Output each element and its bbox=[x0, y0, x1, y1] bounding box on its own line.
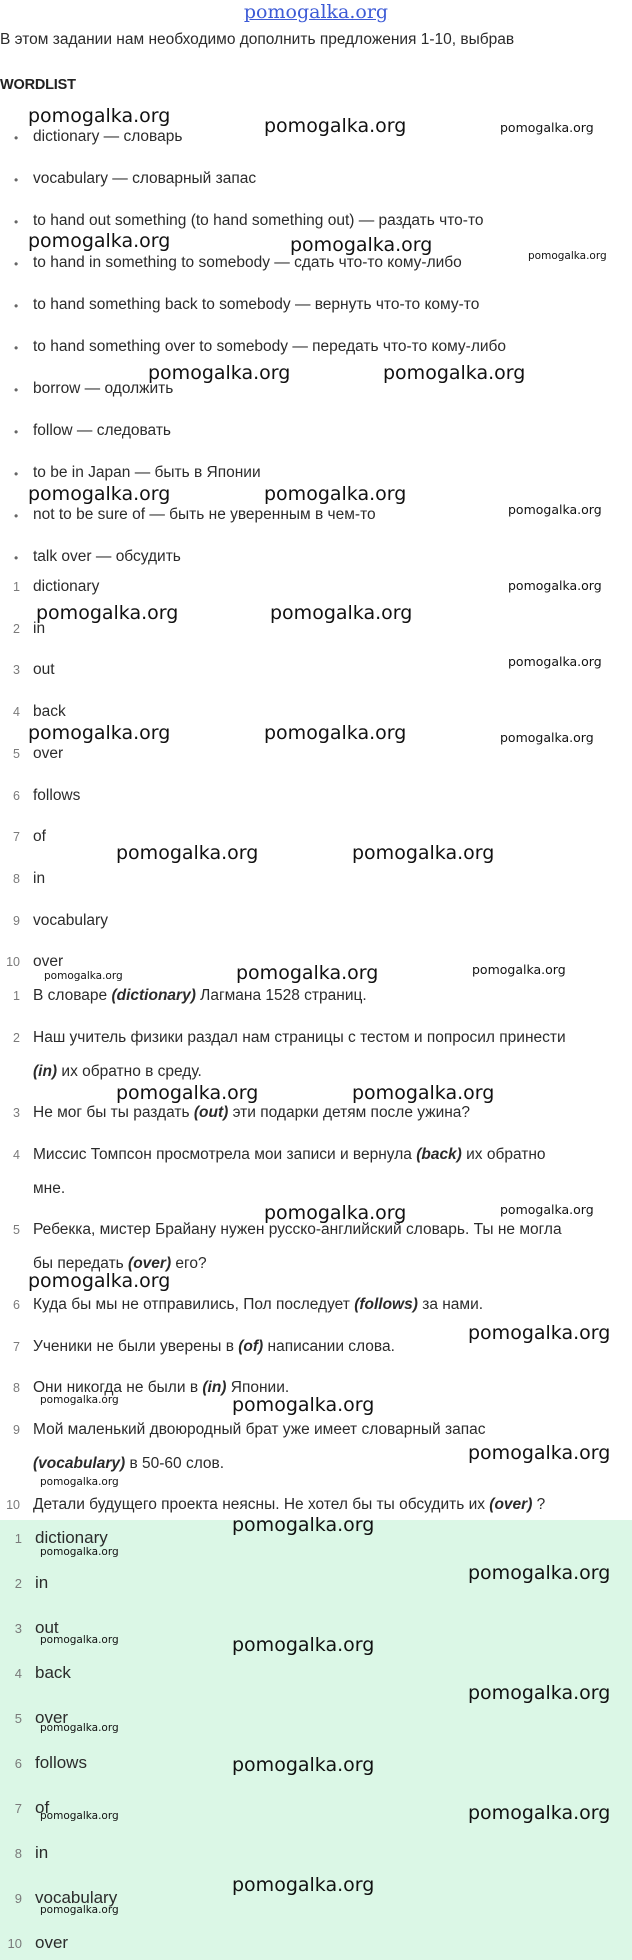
watermark-text: pomogalka.org bbox=[36, 602, 179, 624]
watermark-text: pomogalka.org bbox=[468, 1562, 611, 1584]
answer-highlight: (vocabulary) bbox=[33, 1455, 126, 1472]
site-logo[interactable]: pomogalka.org bbox=[243, 1, 389, 23]
wordlist-item: to hand something back to somebody — вернуть что-то кому-то bbox=[33, 296, 480, 313]
bullet-icon: • bbox=[14, 215, 19, 229]
answer-number: 3 bbox=[13, 663, 20, 678]
sentence-line: Ребекка, мистер Брайану нужен русско-английский словарь. Ты не могла bbox=[33, 1221, 562, 1238]
watermark-text: pomogalka.org bbox=[44, 970, 123, 982]
watermark-text: pomogalka.org bbox=[508, 654, 602, 669]
sentence-line: Мой маленький двоюродный брат уже имеет словарный запас bbox=[33, 1421, 486, 1438]
watermark-text: pomogalka.org bbox=[236, 962, 379, 984]
watermark-text: pomogalka.org bbox=[40, 1546, 119, 1558]
answer-highlight: (in) bbox=[202, 1379, 227, 1396]
answer-word: dictionary bbox=[33, 578, 100, 595]
final-answer-number: 8 bbox=[14, 1846, 22, 1861]
wordlist-item: to hand out something (to hand something out) — раздать что-то bbox=[33, 212, 484, 229]
sentence-number: 3 bbox=[13, 1106, 20, 1120]
watermark-text: pomogalka.org bbox=[28, 1270, 171, 1292]
sentence-line: Не мог бы ты раздать (out) эти подарки детям после ужина? bbox=[33, 1104, 471, 1121]
answer-number: 7 bbox=[13, 830, 20, 845]
final-answer-word: vocabulary bbox=[35, 1888, 118, 1907]
watermark-text: pomogalka.org bbox=[264, 115, 407, 137]
bullet-icon: • bbox=[14, 467, 19, 481]
wordlist-item: borrow — одолжить bbox=[33, 380, 174, 397]
watermark-text: pomogalka.org bbox=[232, 1514, 375, 1536]
wordlist-item: to hand something over to somebody — передать что-то кому-либо bbox=[33, 338, 507, 355]
watermark-text: pomogalka.org bbox=[528, 250, 607, 262]
watermark-text: pomogalka.org bbox=[232, 1874, 375, 1896]
final-answer-word: over bbox=[35, 1708, 69, 1727]
answer-number: 8 bbox=[13, 871, 20, 886]
sentence-number: 5 bbox=[13, 1223, 20, 1237]
answer-highlight: (of) bbox=[238, 1338, 264, 1355]
watermark-text: pomogalka.org bbox=[468, 1322, 611, 1344]
bullet-icon: • bbox=[14, 257, 19, 271]
sentence-line: Миссис Томпсон просмотрела мои записи и вернула (back) их обратно bbox=[33, 1146, 546, 1163]
answer-word: back bbox=[33, 703, 66, 721]
watermark-text: pomogalka.org bbox=[472, 962, 566, 977]
sentence-line: Наш учитель физики раздал нам страницы с тестом и попросил принести bbox=[33, 1029, 566, 1046]
final-answer-word: in bbox=[35, 1573, 49, 1592]
wordlist-item: dictionary — словарь bbox=[33, 128, 183, 145]
bullet-icon: • bbox=[14, 509, 19, 523]
final-answer-number: 2 bbox=[14, 1576, 22, 1591]
wordlist-item: talk over — обсудить bbox=[33, 548, 181, 565]
answer-word: follows bbox=[33, 786, 81, 804]
bullet-icon: • bbox=[14, 341, 19, 355]
watermark-text: pomogalka.org bbox=[28, 722, 171, 744]
wordlist-item: to hand in something to somebody — сдать что-то кому-либо bbox=[33, 254, 462, 271]
bullet-icon: • bbox=[14, 299, 19, 313]
watermark-text: pomogalka.org bbox=[264, 1202, 407, 1224]
watermark-text: pomogalka.org bbox=[500, 120, 594, 135]
answer-word: in bbox=[33, 869, 46, 887]
final-answer-word: of bbox=[35, 1798, 50, 1817]
answer-highlight: (over) bbox=[489, 1496, 533, 1513]
wordlist-item: to be in Japan — быть в Японии bbox=[33, 464, 261, 481]
final-answer-number: 5 bbox=[14, 1711, 22, 1726]
watermark-text: pomogalka.org bbox=[116, 1082, 259, 1104]
final-answer-number: 10 bbox=[7, 1936, 22, 1951]
sentence-number: 6 bbox=[13, 1298, 20, 1312]
watermark-text: pomogalka.org bbox=[40, 1394, 119, 1406]
sentence-line: (vocabulary) в 50-60 слов. bbox=[33, 1455, 225, 1472]
final-answer-word: out bbox=[35, 1618, 59, 1637]
watermark-text: pomogalka.org bbox=[468, 1802, 611, 1824]
watermark-text: pomogalka.org bbox=[290, 234, 433, 256]
watermark-text: pomogalka.org bbox=[28, 483, 171, 505]
wordlist-item: not to be sure of — быть не уверенным в чем-то bbox=[33, 506, 376, 523]
bullet-icon: • bbox=[14, 425, 19, 439]
bullet-icon: • bbox=[14, 383, 19, 397]
answer-number: 4 bbox=[13, 705, 20, 720]
answer-word: of bbox=[33, 828, 46, 846]
answer-highlight: (over) bbox=[128, 1255, 172, 1272]
watermark-text: pomogalka.org bbox=[270, 602, 413, 624]
answer-highlight: (dictionary) bbox=[111, 987, 196, 1004]
final-answer-number: 7 bbox=[14, 1801, 22, 1816]
watermark-text: pomogalka.org bbox=[352, 842, 495, 864]
watermark-text: pomogalka.org bbox=[264, 722, 407, 744]
answer-word: in bbox=[33, 619, 46, 637]
final-answer-number: 9 bbox=[14, 1891, 22, 1906]
answer-number: 1 bbox=[13, 580, 20, 594]
intro-text: В этом задании нам необходимо дополнить предложения 1-10, выбрав bbox=[0, 31, 515, 48]
sentence-line: В словаре (dictionary) Лагмана 1528 страниц. bbox=[33, 987, 367, 1004]
watermark-text: pomogalka.org bbox=[116, 842, 259, 864]
watermark-text: pomogalka.org bbox=[40, 1904, 119, 1916]
answer-number: 5 bbox=[13, 746, 20, 761]
sentence-number: 8 bbox=[13, 1381, 20, 1395]
answer-highlight: (back) bbox=[416, 1146, 462, 1163]
answer-word: out bbox=[33, 661, 55, 679]
watermark-text: pomogalka.org bbox=[40, 1634, 119, 1646]
watermark-text: pomogalka.org bbox=[232, 1394, 375, 1416]
answer-number: 6 bbox=[13, 788, 20, 803]
watermark-text: pomogalka.org bbox=[28, 230, 171, 252]
sentence-number: 2 bbox=[13, 1031, 20, 1045]
sentence-line: бы передать (over) его? bbox=[33, 1255, 207, 1272]
final-answer-number: 4 bbox=[14, 1666, 22, 1681]
final-answer-word: back bbox=[35, 1663, 71, 1682]
answer-highlight: (in) bbox=[33, 1063, 58, 1080]
watermark-text: pomogalka.org bbox=[232, 1754, 375, 1776]
sentence-line: (in) их обратно в среду. bbox=[33, 1063, 202, 1080]
sentence-line: Они никогда не были в (in) Японии. bbox=[33, 1379, 290, 1396]
final-answer-number: 6 bbox=[14, 1756, 22, 1771]
answer-word: vocabulary bbox=[33, 911, 108, 929]
answer-highlight: (follows) bbox=[354, 1296, 418, 1313]
watermark-text: pomogalka.org bbox=[383, 362, 526, 384]
watermark-text: pomogalka.org bbox=[40, 1722, 119, 1734]
watermark-text: pomogalka.org bbox=[28, 105, 171, 127]
watermark-text: pomogalka.org bbox=[148, 362, 291, 384]
answer-number: 9 bbox=[13, 913, 20, 928]
watermark-text: pomogalka.org bbox=[468, 1682, 611, 1704]
answer-word: over bbox=[33, 953, 64, 971]
answer-number: 2 bbox=[13, 621, 20, 636]
wordlist-heading: WORDLIST bbox=[0, 77, 76, 93]
sentence-number: 1 bbox=[13, 989, 20, 1003]
final-answer-number: 3 bbox=[14, 1621, 22, 1636]
wordlist-item: vocabulary — словарный запас bbox=[33, 170, 257, 187]
watermark-text: pomogalka.org bbox=[264, 483, 407, 505]
watermark-text: pomogalka.org bbox=[40, 1476, 119, 1488]
final-answer-number: 1 bbox=[14, 1531, 22, 1546]
sentence-number: 9 bbox=[13, 1423, 20, 1437]
final-answer-word: follows bbox=[35, 1753, 87, 1772]
answer-word: over bbox=[33, 744, 64, 762]
sentence-line: Детали будущего проекта неясны. Не хотел бы ты обсудить их (over) ? bbox=[33, 1496, 546, 1513]
bullet-icon: • bbox=[14, 131, 19, 145]
watermark-text: pomogalka.org bbox=[468, 1442, 611, 1464]
wordlist-item: follow — следовать bbox=[33, 422, 171, 439]
final-answer-word: in bbox=[35, 1843, 49, 1862]
watermark-text: pomogalka.org bbox=[500, 730, 594, 745]
watermark-text: pomogalka.org bbox=[40, 1810, 119, 1822]
sentence-line: мне. bbox=[33, 1180, 66, 1197]
bullet-icon: • bbox=[14, 173, 19, 187]
final-answer-word: dictionary bbox=[35, 1528, 108, 1547]
answer-number: 10 bbox=[6, 955, 20, 970]
watermark-text: pomogalka.org bbox=[508, 502, 602, 517]
sentence-number: 7 bbox=[13, 1340, 20, 1354]
sentence-line: Ученики не были уверены в (of) написании слова. bbox=[33, 1338, 395, 1355]
sentence-line: Куда бы мы не отправились, Пол последует (follows) за нами. bbox=[33, 1296, 484, 1313]
watermark-text: pomogalka.org bbox=[352, 1082, 495, 1104]
bullet-icon: • bbox=[14, 551, 19, 565]
watermark-text: pomogalka.org bbox=[232, 1634, 375, 1656]
answer-highlight: (out) bbox=[193, 1104, 229, 1121]
sentence-number: 4 bbox=[13, 1148, 20, 1162]
watermark-text: pomogalka.org bbox=[500, 1202, 594, 1217]
sentence-number: 10 bbox=[6, 1498, 20, 1512]
final-answer-word: over bbox=[35, 1933, 69, 1952]
watermark-text: pomogalka.org bbox=[508, 578, 602, 593]
